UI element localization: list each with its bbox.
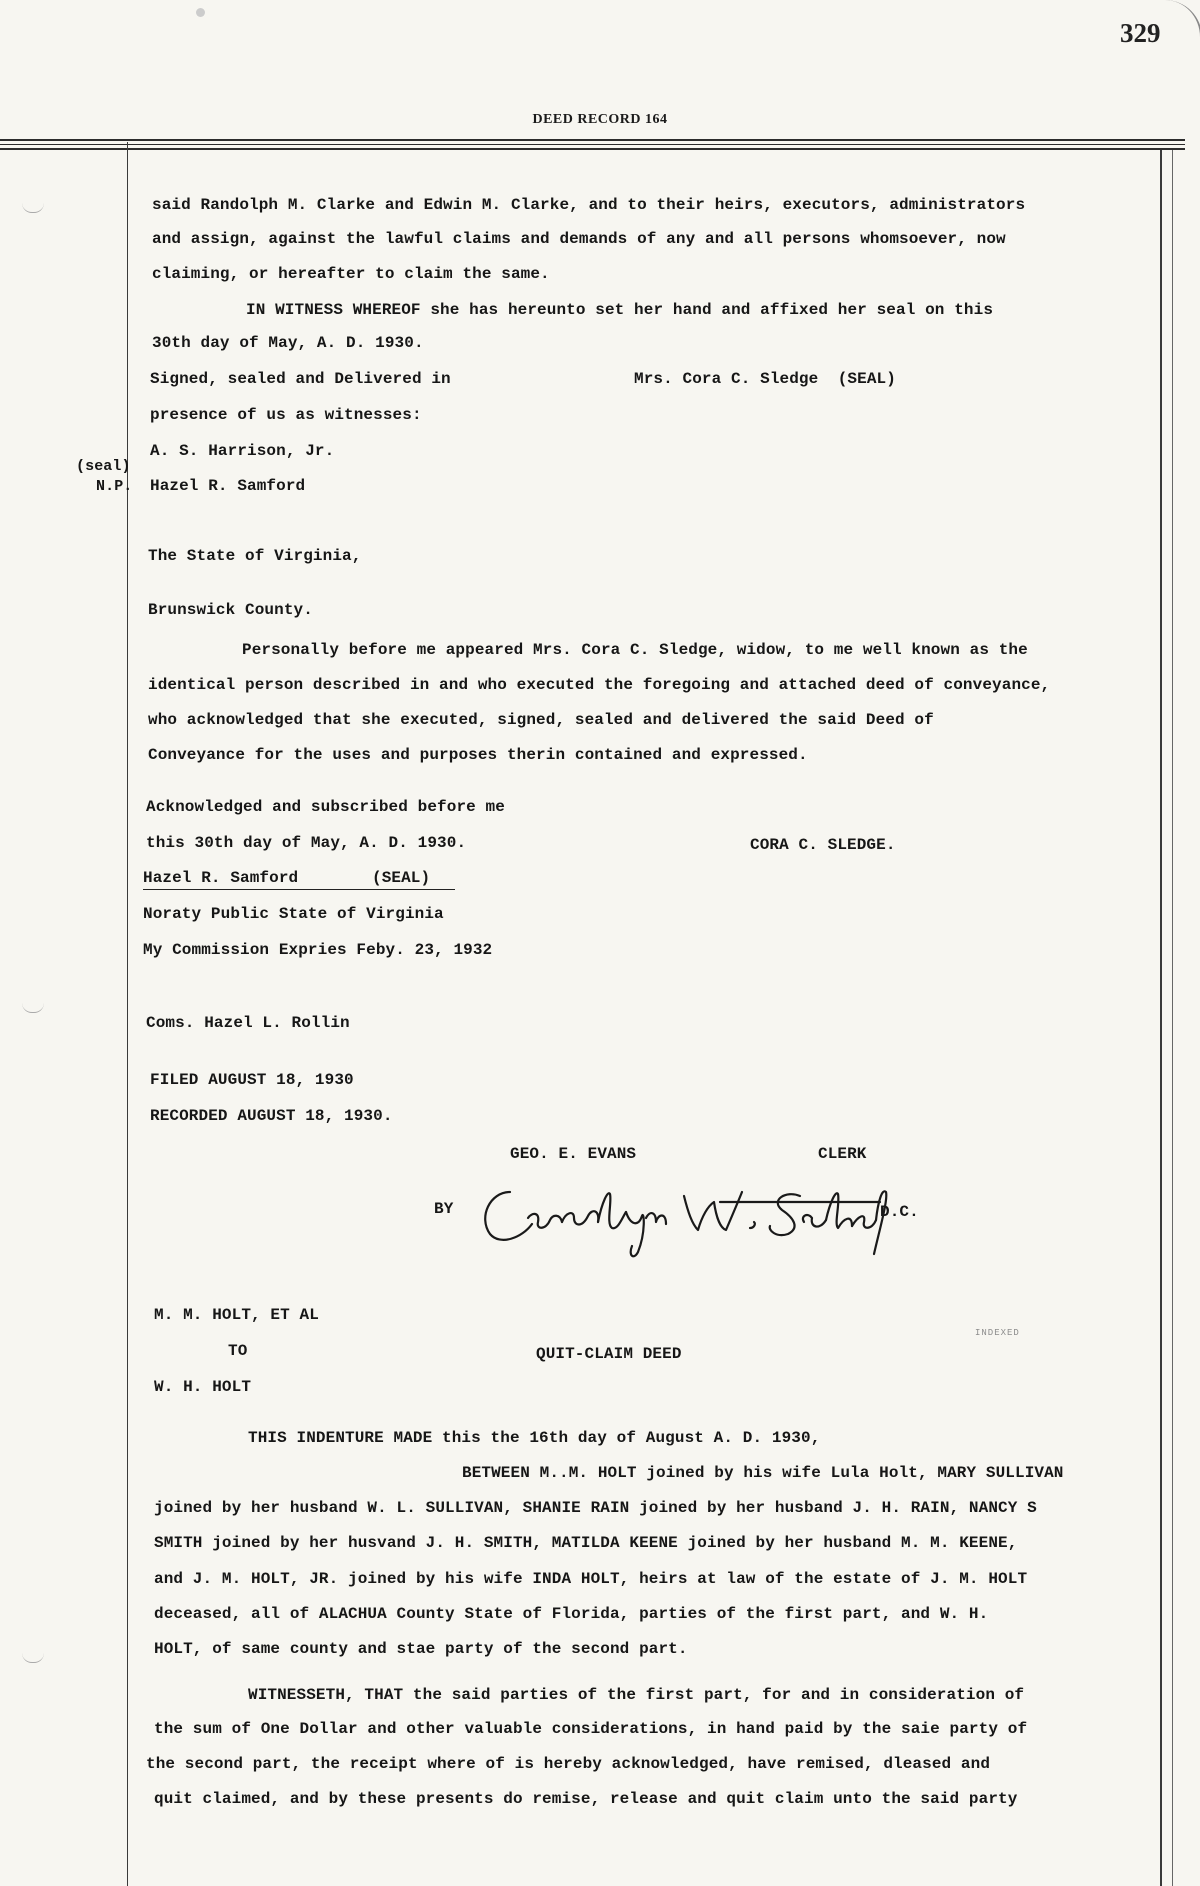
margin-mark <box>22 1650 44 1663</box>
notary-seal: (SEAL) <box>372 869 431 887</box>
notary-commission: My Commission Expries Feby. 23, 1932 <box>143 941 493 959</box>
deed-body-line: HOLT, of same county and stae party of the second part. <box>154 1640 688 1658</box>
ack-date-line: this 30th day of May, A. D. 1930. <box>146 834 467 852</box>
header-rule-bottom <box>0 148 1185 150</box>
notary-name: Hazel R. Samford <box>143 869 299 887</box>
coms-line: Coms. Hazel L. Rollin <box>146 1014 350 1032</box>
deed-body-line: the sum of One Dollar and other valuable considerations, in hand paid by the saie party of <box>154 1720 1028 1738</box>
deed-text-line: claiming, or hereafter to claim the same. <box>152 265 550 283</box>
deed-body-line: THIS INDENTURE MADE this the 16th day of August A. D. 1930, <box>248 1429 821 1447</box>
deed-body-line: and J. M. HOLT, JR. joined by his wife INDA HOLT, heirs at law of the estate of J. M. HOLT <box>154 1570 1028 1588</box>
ack-county: Brunswick County. <box>148 601 313 619</box>
margin-mark <box>22 1000 44 1013</box>
deputy-suffix: D.C. <box>880 1203 919 1221</box>
notary-underline <box>143 889 455 890</box>
witness-name: Hazel R. Samford <box>150 477 306 495</box>
record-book-title: DEED RECORD 164 <box>532 112 668 127</box>
ack-paragraph-line: identical person described in and who executed the foregoing and attached deed of conveyance, <box>148 676 1051 694</box>
margin-mark <box>22 200 44 213</box>
deed-body-line: deceased, all of ALACHUA County State of Florida, parties of the first part, and W. H. <box>154 1605 989 1623</box>
grantee-party: W. H. HOLT <box>154 1378 252 1396</box>
witness-presence-label: presence of us as witnesses: <box>150 406 422 424</box>
punch-hole <box>196 8 205 17</box>
deputy-clerk-signature <box>470 1172 890 1262</box>
margin-note-seal: (seal) <box>76 458 131 475</box>
deed-type-title: QUIT-CLAIM DEED <box>536 1345 682 1363</box>
ack-paragraph-line: Personally before me appeared Mrs. Cora C. Sledge, widow, to me well known as the <box>242 641 1028 659</box>
page-number: 329 <box>1120 18 1161 48</box>
deed-text-line: and assign, against the lawful claims and demands of any and all persons whomsoever, now <box>152 230 1006 248</box>
indexed-stamp: INDEXED <box>975 1328 1020 1338</box>
header-rule-middle <box>0 144 1185 145</box>
page-curl-edge <box>1165 0 1200 110</box>
clerk-title: CLERK <box>818 1145 867 1163</box>
ack-signer: CORA C. SLEDGE. <box>750 836 896 854</box>
clerk-name: GEO. E. EVANS <box>510 1145 637 1163</box>
notary-title: Noraty Public State of Virginia <box>143 905 444 923</box>
deed-body-line: SMITH joined by her husvand J. H. SMITH, MATILDA KEENE joined by her husband M. M. KEENE, <box>154 1534 1018 1552</box>
witness-name: A. S. Harrison, Jr. <box>150 442 335 460</box>
ack-state: The State of Virginia, <box>148 547 362 565</box>
clerk-by: BY <box>434 1200 454 1218</box>
recorded-date: RECORDED AUGUST 18, 1930. <box>150 1107 393 1125</box>
margin-note-np: N.P. <box>96 478 133 495</box>
ack-paragraph-line: Conveyance for the uses and purposes therin contained and expressed. <box>148 746 808 764</box>
ack-paragraph-line: who acknowledged that she executed, signed, sealed and delivered the said Deed of <box>148 711 934 729</box>
party-to-label: TO <box>228 1342 248 1360</box>
deed-body-line: WITNESSETH, THAT the said parties of the first part, for and in consideration of <box>248 1686 1025 1704</box>
filed-date: FILED AUGUST 18, 1930 <box>150 1071 354 1089</box>
deed-body-line: quit claimed, and by these presents do remise, release and quit claim unto the said party <box>154 1790 1018 1808</box>
left-margin-line <box>127 142 128 1886</box>
grantor-signature: Mrs. Cora C. Sledge (SEAL) <box>634 370 896 388</box>
ack-subscribed-line: Acknowledged and subscribed before me <box>146 798 505 816</box>
deed-body-line: BETWEEN M..M. HOLT joined by his wife Lula Holt, MARY SULLIVAN <box>462 1464 1064 1482</box>
deed-body-line: the second part, the receipt where of is hereby acknowledged, have remised, dleased and <box>146 1755 991 1773</box>
right-margin-line <box>1160 150 1162 1886</box>
deed-text-line: 30th day of May, A. D. 1930. <box>152 334 424 352</box>
deed-text-line: IN WITNESS WHEREOF she has hereunto set her hand and affixed her seal on this <box>246 301 994 319</box>
signed-sealed-label: Signed, sealed and Delivered in <box>150 370 451 388</box>
header-rule-top <box>0 139 1185 141</box>
right-margin-line-outer <box>1172 150 1173 1886</box>
deed-text-line: said Randolph M. Clarke and Edwin M. Clarke, and to their heirs, executors, administrators <box>152 196 1026 214</box>
deed-body-line: joined by her husband W. L. SULLIVAN, SHANIE RAIN joined by her husband J. H. RAIN, NANCY S <box>154 1499 1037 1517</box>
grantor-party: M. M. HOLT, ET AL <box>154 1306 319 1324</box>
